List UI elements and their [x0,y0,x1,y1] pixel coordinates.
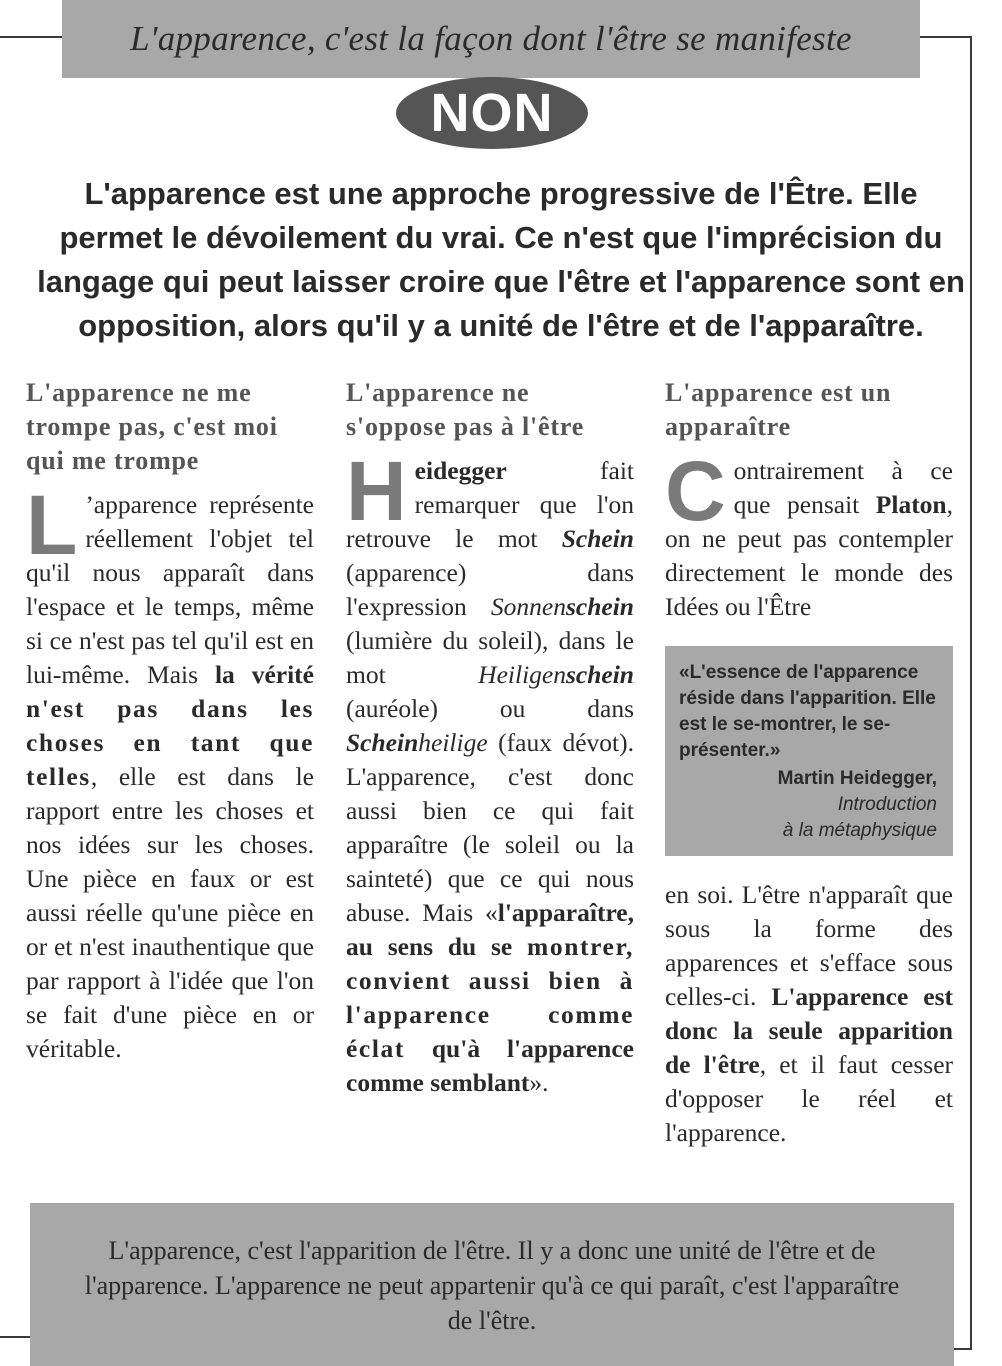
bold-run: n'est pas dans les choses en tant que telles [26,694,314,791]
quote-text: «L'essence de l'apparence réside dans l'apparition. Elle est le se-montrer, le se-présenter.» [679,662,936,761]
drop-cap: C [665,444,726,538]
summary-band [30,1203,954,1366]
italic-run: Heiligen [478,660,566,689]
non-badge [396,77,588,149]
text-run: , elle est dans le rapport entre les choses et nos idées sur les choses. Une pièce en faux or est aussi réelle qu'une pièce en or et n'est inauthentique que par rapport à l'idée que l'on se fait d'une pièce en or véritable. [26,762,314,1063]
column-body [26,478,314,1066]
italic-run: schein [565,592,634,621]
column-body-continued [665,878,953,1150]
thesis-statement: L'apparence est une approche progressive de l'Être. Elle permet le dévoilement du vrai. Ce n'est que l'imprécision du langage qui peut laisser croire que l'être et l'apparence sont en opposition, alors qu'il y a unité de l'être et de l'apparaître. [37,176,965,343]
column-3 [665,376,953,1150]
text-run: ». [529,1068,549,1097]
quote-box [665,646,953,856]
bold-run: montrer, convient aussi bien à l'apparence comme éclat [346,932,634,1063]
italic-run: Schein [561,524,634,553]
bold-run: L'apparence est donc la seule apparition de l'être [665,982,953,1079]
drop-cap: L [26,478,78,572]
column-heading: L'apparence ne me trompe pas, c'est moi qui me trompe [26,378,278,475]
drop-cap: H [346,444,407,538]
text-run: , on ne peut pas contempler directement le monde des Idées ou l'Être [665,490,953,621]
italic-run: heilige [418,728,488,757]
bold-run: eidegger [414,456,507,485]
quote-work-line2: à la métaphysique [782,820,937,841]
title-band [62,0,920,78]
italic-run: Sonnen [490,592,566,621]
frame-top-right-rule [920,36,972,38]
text-run: ’apparence représente réellement l'objet tel qu'il nous apparaît dans l'espace et le temps, même si ce n'est pas tel qu'il est en lui-même. Mais [26,490,314,689]
quote-author: Martin Heidegger, [777,768,937,789]
frame-bottom-right-rule [954,1348,972,1350]
text-run: (lumière du soleil), dans le mot [346,626,634,689]
column-heading: L'apparence ne s'oppose pas à l'être [346,378,585,441]
column-1 [26,376,314,1066]
quote-work-line1: Introduction [837,794,937,815]
bold-run: l'apparaître, au sens du se [346,898,634,961]
italic-run: Schein [346,728,419,757]
frame-bottom-left-rule [0,1336,30,1338]
text-run: fait remarquer que l'on retrouve le mot [346,456,634,553]
italic-run: schein [565,660,634,689]
bold-run: la vérité [214,660,314,689]
bold-run: Platon [875,490,947,519]
column-body [346,444,634,1100]
summary-text: L'apparence, c'est l'apparition de l'être. Il y a donc une unité de l'être et de l'apparence. L'apparence ne peut appartenir qu'à ce qui paraît, c'est l'apparaître de l'être. [84,1236,900,1335]
column-heading: L'apparence est un apparaître [665,378,892,441]
text-run: en soi. L'être n'apparaît que sous la forme des apparences et s'efface sous celles-ci. [665,880,953,1011]
page-title: L'apparence, c'est la façon dont l'être se manifeste [130,19,852,58]
frame-top-left-rule [0,36,62,38]
badge-label: NON [430,83,554,143]
bold-run: qu'à l'apparence comme semblant [346,1034,634,1097]
column-body [665,444,953,624]
text-run: , et il faut cesser d'opposer le réel et l'apparence. [665,1050,953,1147]
text-run: (auréole) ou dans [346,694,634,723]
text-run: (faux dévot). L'apparence, c'est donc aussi bien ce qui fait apparaître (le soleil ou la sainteté) que ce qui nous abuse. Mais « [346,728,634,927]
text-run: ontrairement à ce que pensait [733,456,953,519]
text-run: (apparence) dans l'expression [346,558,634,621]
column-2 [346,376,634,1100]
